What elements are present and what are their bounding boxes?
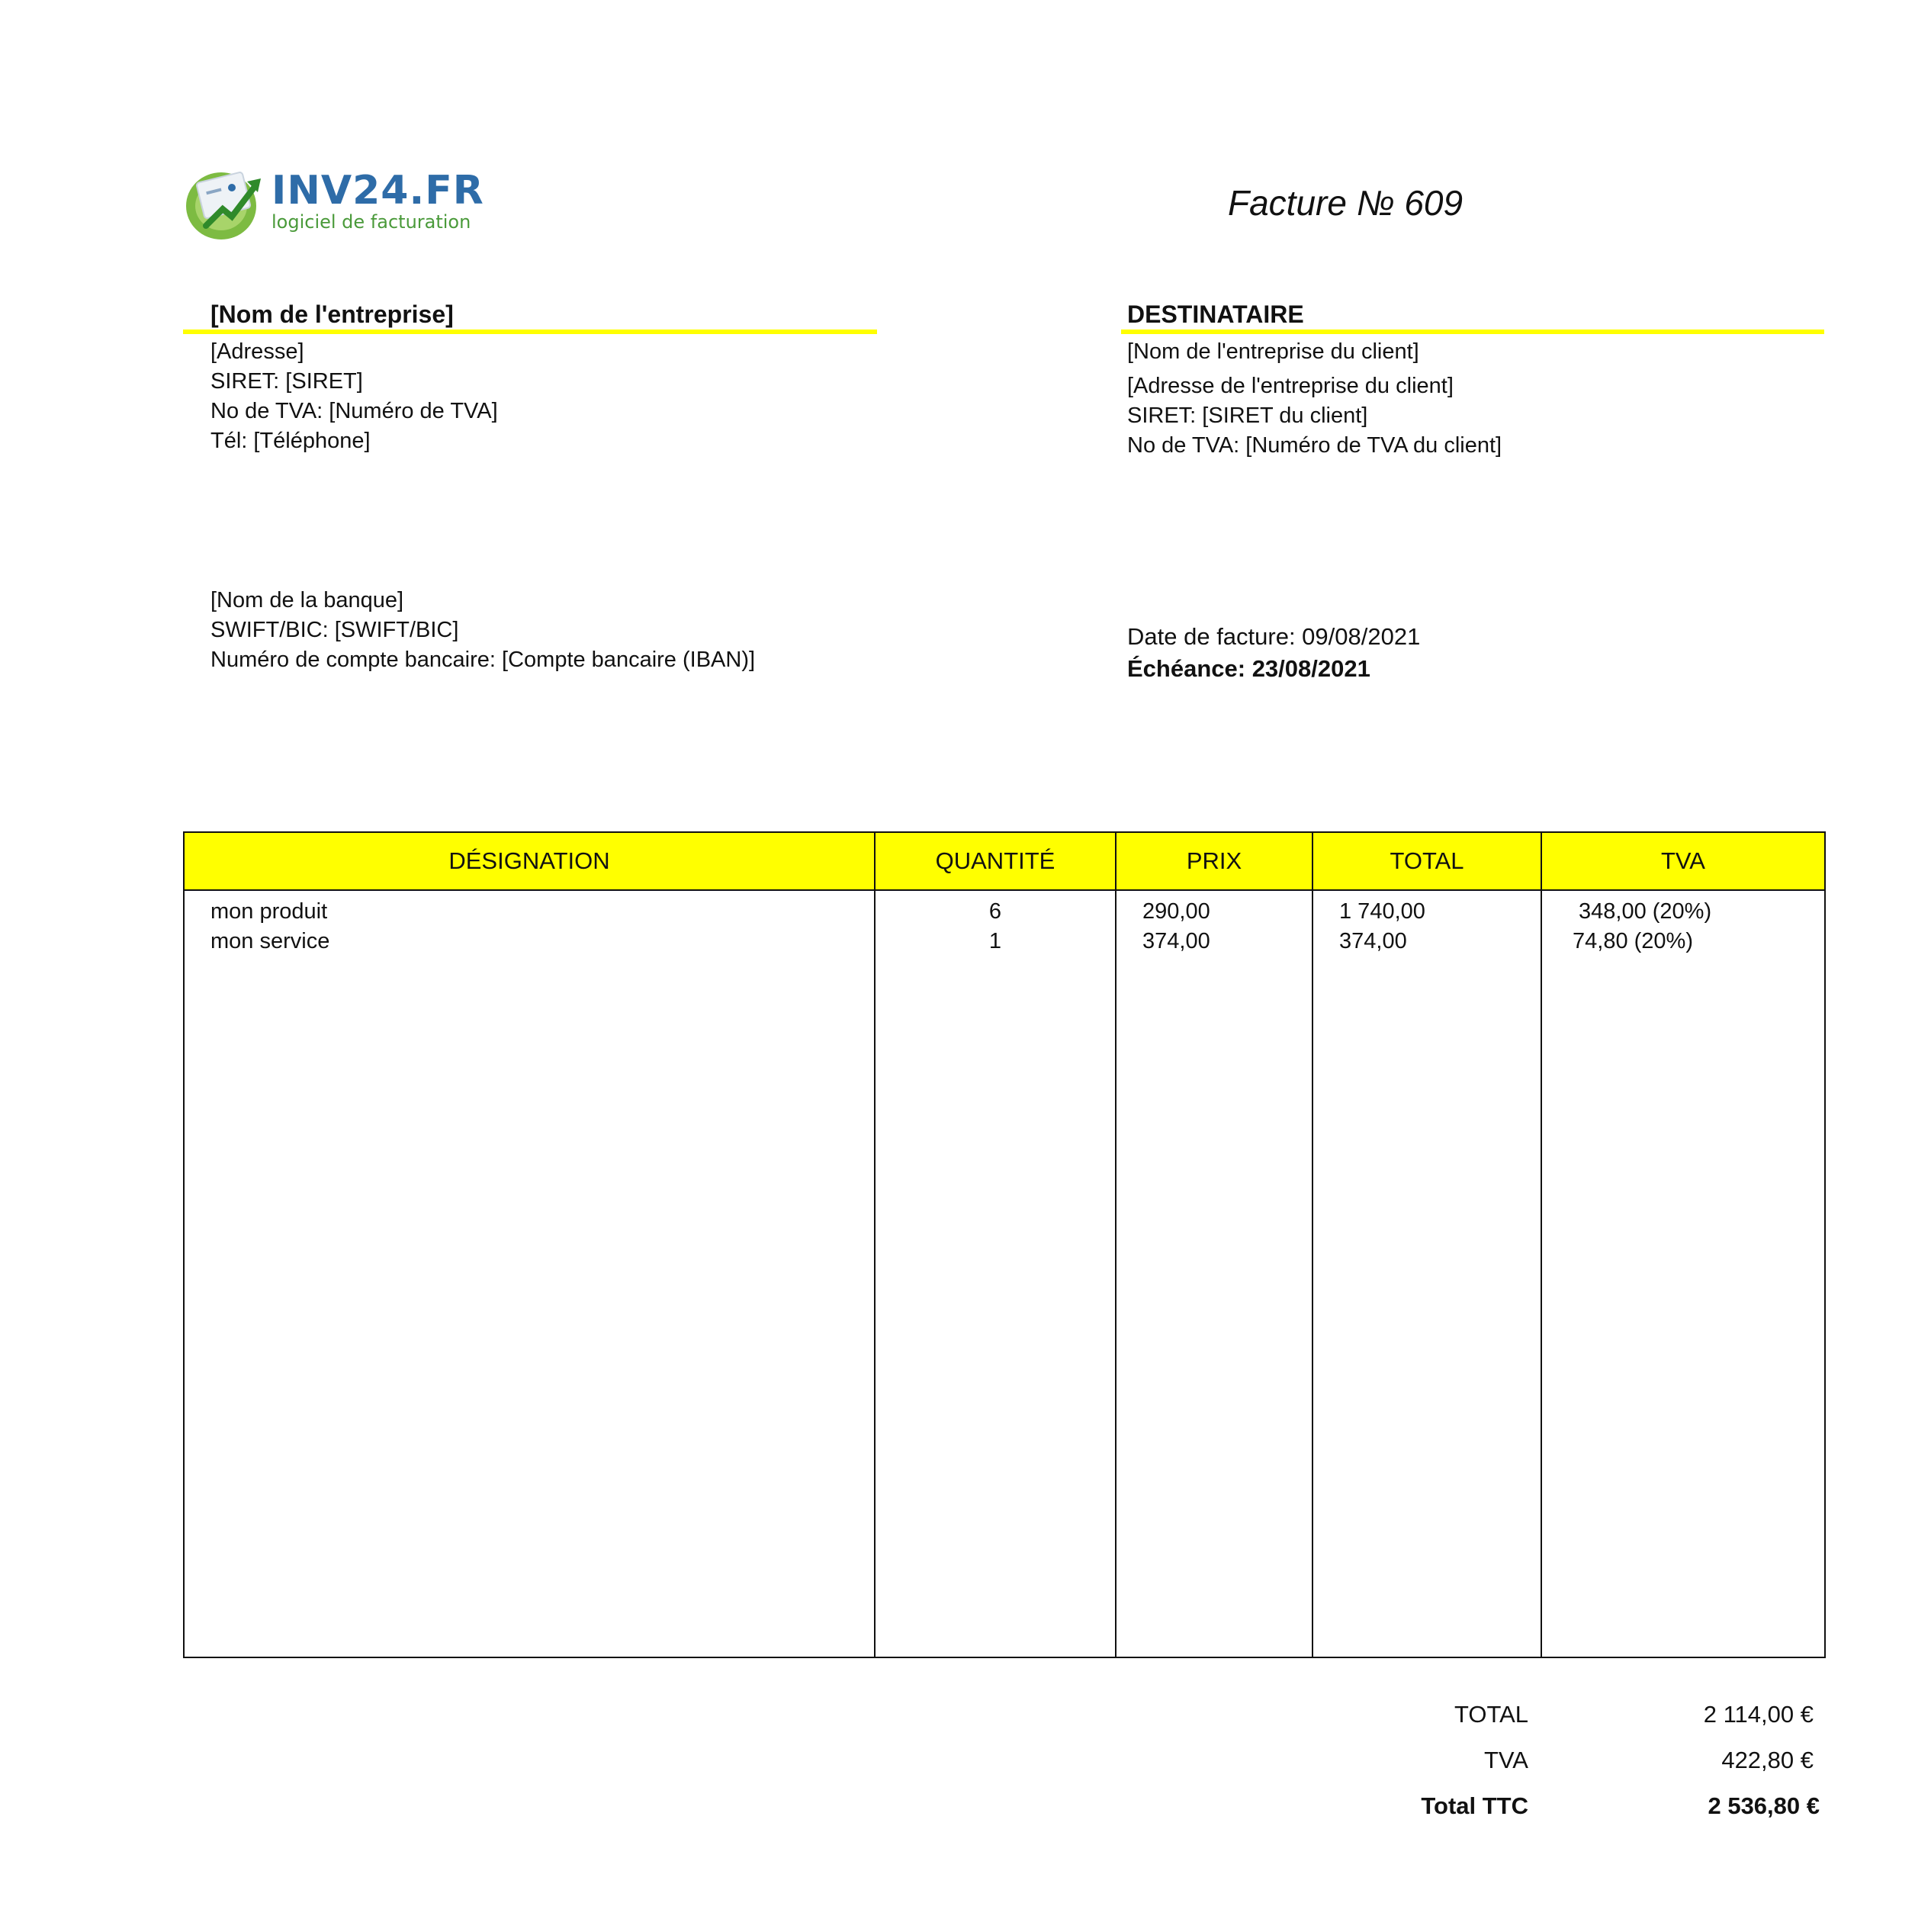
- tva-row: [1190, 1738, 1823, 1783]
- header-total: TOTAL: [1313, 832, 1541, 890]
- logo-wordmark: [271, 169, 484, 232]
- tva-column: [1541, 890, 1825, 1657]
- sender-company: [Nom de l'entreprise]: [210, 301, 454, 328]
- logo-tagline: logiciel de facturation: [271, 211, 471, 233]
- table-header-row: [184, 832, 1825, 890]
- table-row-2-total: 374,00: [1339, 929, 1407, 953]
- header-quantite: QUANTITÉ: [875, 832, 1116, 890]
- sender-siret: SIRET: [SIRET]: [210, 369, 363, 394]
- invoice-title: Facture № 609: [1228, 183, 1464, 223]
- total-value: 2 114,00 €: [1703, 1701, 1814, 1728]
- table-row-1-total: 1 740,00: [1339, 899, 1425, 924]
- dates-block: [1127, 621, 1420, 685]
- prix-column: [1116, 890, 1313, 1657]
- sender-tva-number: No de TVA: [Numéro de TVA]: [210, 399, 498, 423]
- header-tva: TVA: [1541, 832, 1825, 890]
- recipient-company: [Nom de l'entreprise du client]: [1127, 339, 1419, 364]
- sender-phone: Tél: [Téléphone]: [210, 429, 371, 453]
- table-row-1-designation: mon produit: [210, 899, 328, 924]
- items-table: [183, 831, 1826, 1658]
- recipient-address: [Adresse de l'entreprise du client]: [1127, 374, 1454, 398]
- recipient-siret: SIRET: [SIRET du client]: [1127, 403, 1368, 428]
- table-row-2-designation: mon service: [210, 929, 330, 953]
- bank-name: [Nom de la banque]: [210, 588, 404, 612]
- ttc-label: Total TTC: [1421, 1792, 1528, 1819]
- recipient-divider: [1121, 330, 1824, 334]
- quantite-column: [875, 890, 1116, 1657]
- sender-address-block: [210, 337, 498, 456]
- sender-divider: [183, 330, 877, 334]
- table-row-1-tva: 348,00 (20%): [1579, 899, 1712, 924]
- total-column: [1313, 890, 1541, 1657]
- bank-iban: Numéro de compte bancaire: [Compte bancaire (IBAN)]: [210, 648, 756, 672]
- tva-value: 422,80 €: [1721, 1747, 1814, 1773]
- designation-column: [184, 890, 875, 1657]
- invoice-date: Date de facture: 09/08/2021: [1127, 623, 1421, 650]
- ttc-value: 2 536,80 €: [1708, 1792, 1820, 1819]
- totals-block: [1190, 1692, 1823, 1829]
- header-designation: DÉSIGNATION: [184, 832, 875, 890]
- recipient-heading: DESTINATAIRE: [1127, 301, 1304, 328]
- total-label: TOTAL: [1454, 1701, 1528, 1728]
- logo-name: INV24.FR: [271, 168, 484, 214]
- table-row-1-prix: 290,00: [1142, 899, 1210, 924]
- recipient-tva-number: No de TVA: [Numéro de TVA du client]: [1127, 433, 1502, 458]
- ttc-row: [1190, 1783, 1823, 1829]
- recipient-address-block: [1127, 337, 1502, 461]
- due-date: Échéance: 23/08/2021: [1127, 655, 1370, 682]
- table-body: [184, 890, 1825, 1657]
- bank-swift: SWIFT/BIC: [SWIFT/BIC]: [210, 618, 459, 642]
- table-row-1-quantite: 6: [988, 899, 1002, 924]
- tva-label: TVA: [1484, 1747, 1528, 1773]
- bank-block: [210, 586, 755, 675]
- sender-address: [Adresse]: [210, 339, 304, 364]
- table-row-2-prix: 374,00: [1142, 929, 1210, 953]
- table-row-2-quantite: 1: [988, 929, 1002, 953]
- total-row: [1190, 1692, 1823, 1738]
- table-row-2-tva: 74,80 (20%): [1573, 929, 1693, 953]
- header-prix: PRIX: [1116, 832, 1313, 890]
